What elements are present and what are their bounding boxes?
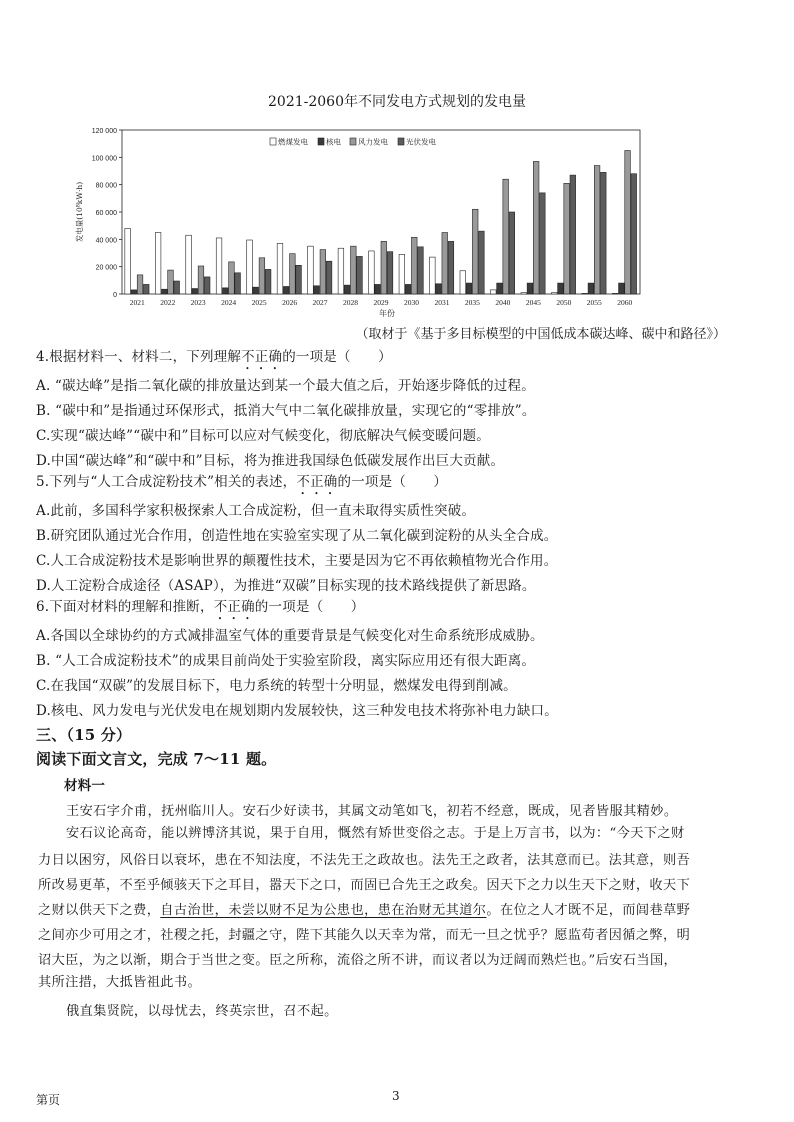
material-heading: 材料一 [64, 778, 106, 794]
bar [277, 243, 283, 294]
footer-page-label: 第页 [36, 1093, 61, 1107]
question-5-option-d: D.人工淀粉合成途径（ASAP），为推进“双碳”目标实现的技术路线提供了新思路。 [36, 578, 536, 594]
question-4-option-c: C.实现“碳达峰”“碳中和”目标可以应对气候变化，彻底解决气候变暖问题。 [36, 428, 490, 444]
question-6-option-c: C.在我国“双碳”的发展目标下，电力系统的转型十分明显，燃煤发电得到削减。 [36, 678, 517, 694]
footer-page-number: 3 [392, 1089, 400, 1103]
bar [430, 257, 436, 294]
chart-legend [270, 137, 436, 147]
bar [527, 283, 533, 294]
bar [229, 262, 235, 294]
bar [558, 283, 564, 294]
question-5-option-b: B.研究团队通过光合作用，创造性地在实验室实现了从二氧化碳到淀粉的从头全合成。 [36, 528, 558, 544]
y-axis-label: 发电量(10⁸kW·h) [75, 181, 84, 243]
y-tick-label: 0 [113, 292, 117, 299]
y-tick-label: 20 000 [95, 264, 117, 272]
bar [405, 284, 411, 294]
y-tick-label: 100 000 [91, 155, 117, 163]
question-4-option-d: D.中国“碳达峰”和“碳中和”目标，将为推进我国绿色低碳发展作出巨大贡献。 [36, 453, 505, 469]
bar [625, 151, 631, 295]
bar [436, 284, 442, 294]
question-4-stem: 4.根据材料一、材料二，下列理解不正确的一项是（ ） [36, 349, 392, 365]
legend-label: 燃煤发电 [278, 137, 308, 147]
bar [222, 288, 228, 294]
classical-line-5: 之财以供天下之费，自古治世，未尝以财不足为公患也，患在治财无其道尔。在位之人才既不足，而闾巷草野 [38, 903, 691, 918]
x-tick-label: 2030 [403, 298, 419, 307]
classical-line-2: 安石议论高奇，能以辨博济其说，果于自用，慨然有矫世变俗之志。于是上万言书，以为：“今天下之财 [66, 826, 685, 841]
bar [216, 238, 222, 294]
bar [326, 261, 332, 294]
classical-line-3: 力日以困穷，风俗日以衰坏，患在不知法度，不法先王之政故也。法先王之政者，法其意而已。法其意，则吾 [38, 853, 691, 868]
bar [503, 179, 509, 294]
legend-swatch [318, 138, 324, 145]
bar [472, 209, 478, 294]
bar [308, 246, 314, 294]
bar [320, 250, 326, 294]
question-6-option-d: D.核电、风力发电与光伏发电在规划期内发展较快，这三种发电技术将弥补电力缺口。 [36, 703, 558, 719]
x-tick-label: 2035 [464, 298, 480, 307]
classical-line-4: 所改易更革，不至乎倾骇天下之耳目，嚣天下之口，而固已合先王之政矣。因天下之力以生天下之财，收天下 [38, 878, 691, 893]
bar [290, 254, 296, 294]
x-tick-label: 2045 [525, 298, 541, 307]
bar [540, 193, 546, 294]
bar [387, 252, 393, 294]
x-tick-label: 2060 [617, 298, 633, 307]
chart-title: 2021-2060年不同发电方式规划的发电量 [268, 94, 526, 110]
bar [418, 247, 424, 294]
legend-swatch [398, 138, 404, 145]
bar [533, 161, 539, 294]
bar [235, 273, 241, 294]
bar [259, 258, 265, 294]
classical-line-1: 王安石字介甫，抚州临川人。安石少好读书，其属文动笔如飞，初若不经意，既成，见者皆服其精妙。 [66, 804, 678, 819]
bar [551, 293, 557, 294]
bar [375, 284, 381, 294]
bar [442, 233, 448, 295]
bar [131, 290, 137, 294]
chart-bars [125, 151, 637, 295]
y-tick-label: 60 000 [95, 210, 117, 217]
bar [588, 283, 594, 294]
x-tick-label: 2029 [373, 298, 389, 307]
bar [521, 293, 527, 294]
bar [600, 172, 606, 294]
classical-line-6: 之间亦少可用之才，社稷之托，封疆之守，陛下其能久以天幸为常，而无一旦之忧乎？愿监苟者因循之弊，明 [38, 928, 691, 943]
bar [296, 265, 302, 294]
underlined-sentence: 自古治世，未尝以财不足为公患也，患在治财无其道尔 [160, 903, 487, 918]
bar [253, 287, 259, 294]
bar [247, 240, 253, 294]
bar [162, 289, 168, 294]
y-tick-label: 120 000 [91, 128, 117, 135]
bar [570, 175, 576, 294]
x-tick-label: 2021 [129, 298, 145, 307]
classical-line-8: 其所注措，大抵皆祖此书。 [38, 975, 202, 990]
power-generation-bar-chart [60, 118, 650, 318]
section-instruction: 阅读下面文言文，完成 7～11 题。 [36, 750, 277, 768]
bar [497, 283, 503, 294]
x-tick-label: 2027 [312, 298, 328, 307]
x-tick-label: 2050 [556, 298, 572, 307]
bar [479, 231, 485, 294]
bar [509, 212, 515, 294]
bar [198, 266, 204, 294]
bar [174, 281, 180, 294]
legend-label: 风力发电 [358, 137, 388, 147]
bar [125, 228, 131, 294]
bar [344, 285, 350, 294]
x-axis-label: 年份 [379, 309, 395, 318]
bar [381, 241, 387, 294]
bar [369, 251, 375, 294]
bar [192, 289, 198, 294]
bar [399, 254, 405, 294]
bar [619, 283, 625, 294]
bar [314, 286, 320, 294]
bar [448, 241, 454, 294]
bar [168, 270, 174, 294]
bar [357, 256, 363, 294]
question-4-option-a: A. “碳达峰”是指二氧化碳的排放量达到某一个最大值之后，开始逐步降低的过程。 [36, 378, 535, 394]
legend-swatch [350, 138, 356, 145]
x-tick-label: 2026 [282, 298, 298, 307]
question-5-option-c: C.人工合成淀粉技术是影响世界的颠覆性技术，主要是因为它不再依赖植物光合作用。 [36, 553, 558, 569]
bar [490, 290, 496, 294]
question-6-stem: 6.下面对材料的理解和推断，不正确的一项是（ ） [36, 599, 365, 615]
question-5-option-a: A.此前，多国科学家积极探索人工合成淀粉，但一直未取得实质性突破。 [36, 503, 476, 519]
bar [594, 166, 600, 294]
bar [338, 248, 344, 294]
bar [411, 237, 417, 294]
x-tick-label: 2025 [251, 298, 267, 307]
bar [155, 233, 161, 295]
source-note: （取材于《基于多目标模型的中国低成本碳达峰、碳中和路径》） [355, 327, 726, 342]
question-5-stem: 5.下列与“人工合成淀粉技术”相关的表述，不正确的一项是（ ） [36, 474, 448, 490]
bar [466, 283, 472, 294]
y-tick-label: 80 000 [95, 182, 117, 190]
legend-label: 光伏发电 [406, 137, 436, 147]
classical-line-9: 俄直集贤院，以母忧去，终英宗世，召不起。 [66, 1004, 338, 1019]
bar [265, 269, 271, 294]
question-6-option-a: A.各国以全球协约的方式减排温室气体的重要背景是气候变化对生命系统形成威胁。 [36, 628, 544, 644]
bar [186, 235, 192, 294]
x-tick-label: 2023 [190, 298, 206, 307]
x-tick-label: 2024 [221, 298, 237, 307]
section-heading: 三、（15 分） [36, 726, 132, 744]
bar [204, 277, 210, 294]
bar [582, 293, 588, 294]
question-4-option-b: B. “碳中和”是指通过环保形式，抵消大气中二氧化碳排放量，实现它的“零排放”。 [36, 403, 536, 419]
x-tick-label: 2055 [586, 298, 602, 307]
bar [564, 183, 570, 294]
bar [351, 246, 357, 294]
legend-label: 核电 [326, 137, 341, 147]
classical-line-7: 诏大臣，为之以渐，期合于当世之变。臣之所称，流俗之所不讲，而议者以为迂阔而熟烂也。”后安石当国， [38, 953, 678, 968]
bar [631, 174, 637, 294]
bar [143, 284, 149, 294]
x-tick-label: 2028 [343, 298, 359, 307]
bar [460, 271, 466, 294]
x-tick-label: 2022 [160, 298, 176, 307]
bar [137, 275, 143, 294]
bar [283, 286, 289, 294]
legend-swatch [270, 138, 276, 145]
question-6-option-b: B. “人工合成淀粉技术”的成果目前尚处于实验室阶段，离实际应用还有很大距离。 [36, 653, 536, 669]
bar [612, 293, 618, 294]
x-tick-label: 2031 [434, 298, 450, 307]
y-tick-label: 40 000 [95, 237, 117, 245]
x-tick-label: 2040 [495, 298, 511, 307]
